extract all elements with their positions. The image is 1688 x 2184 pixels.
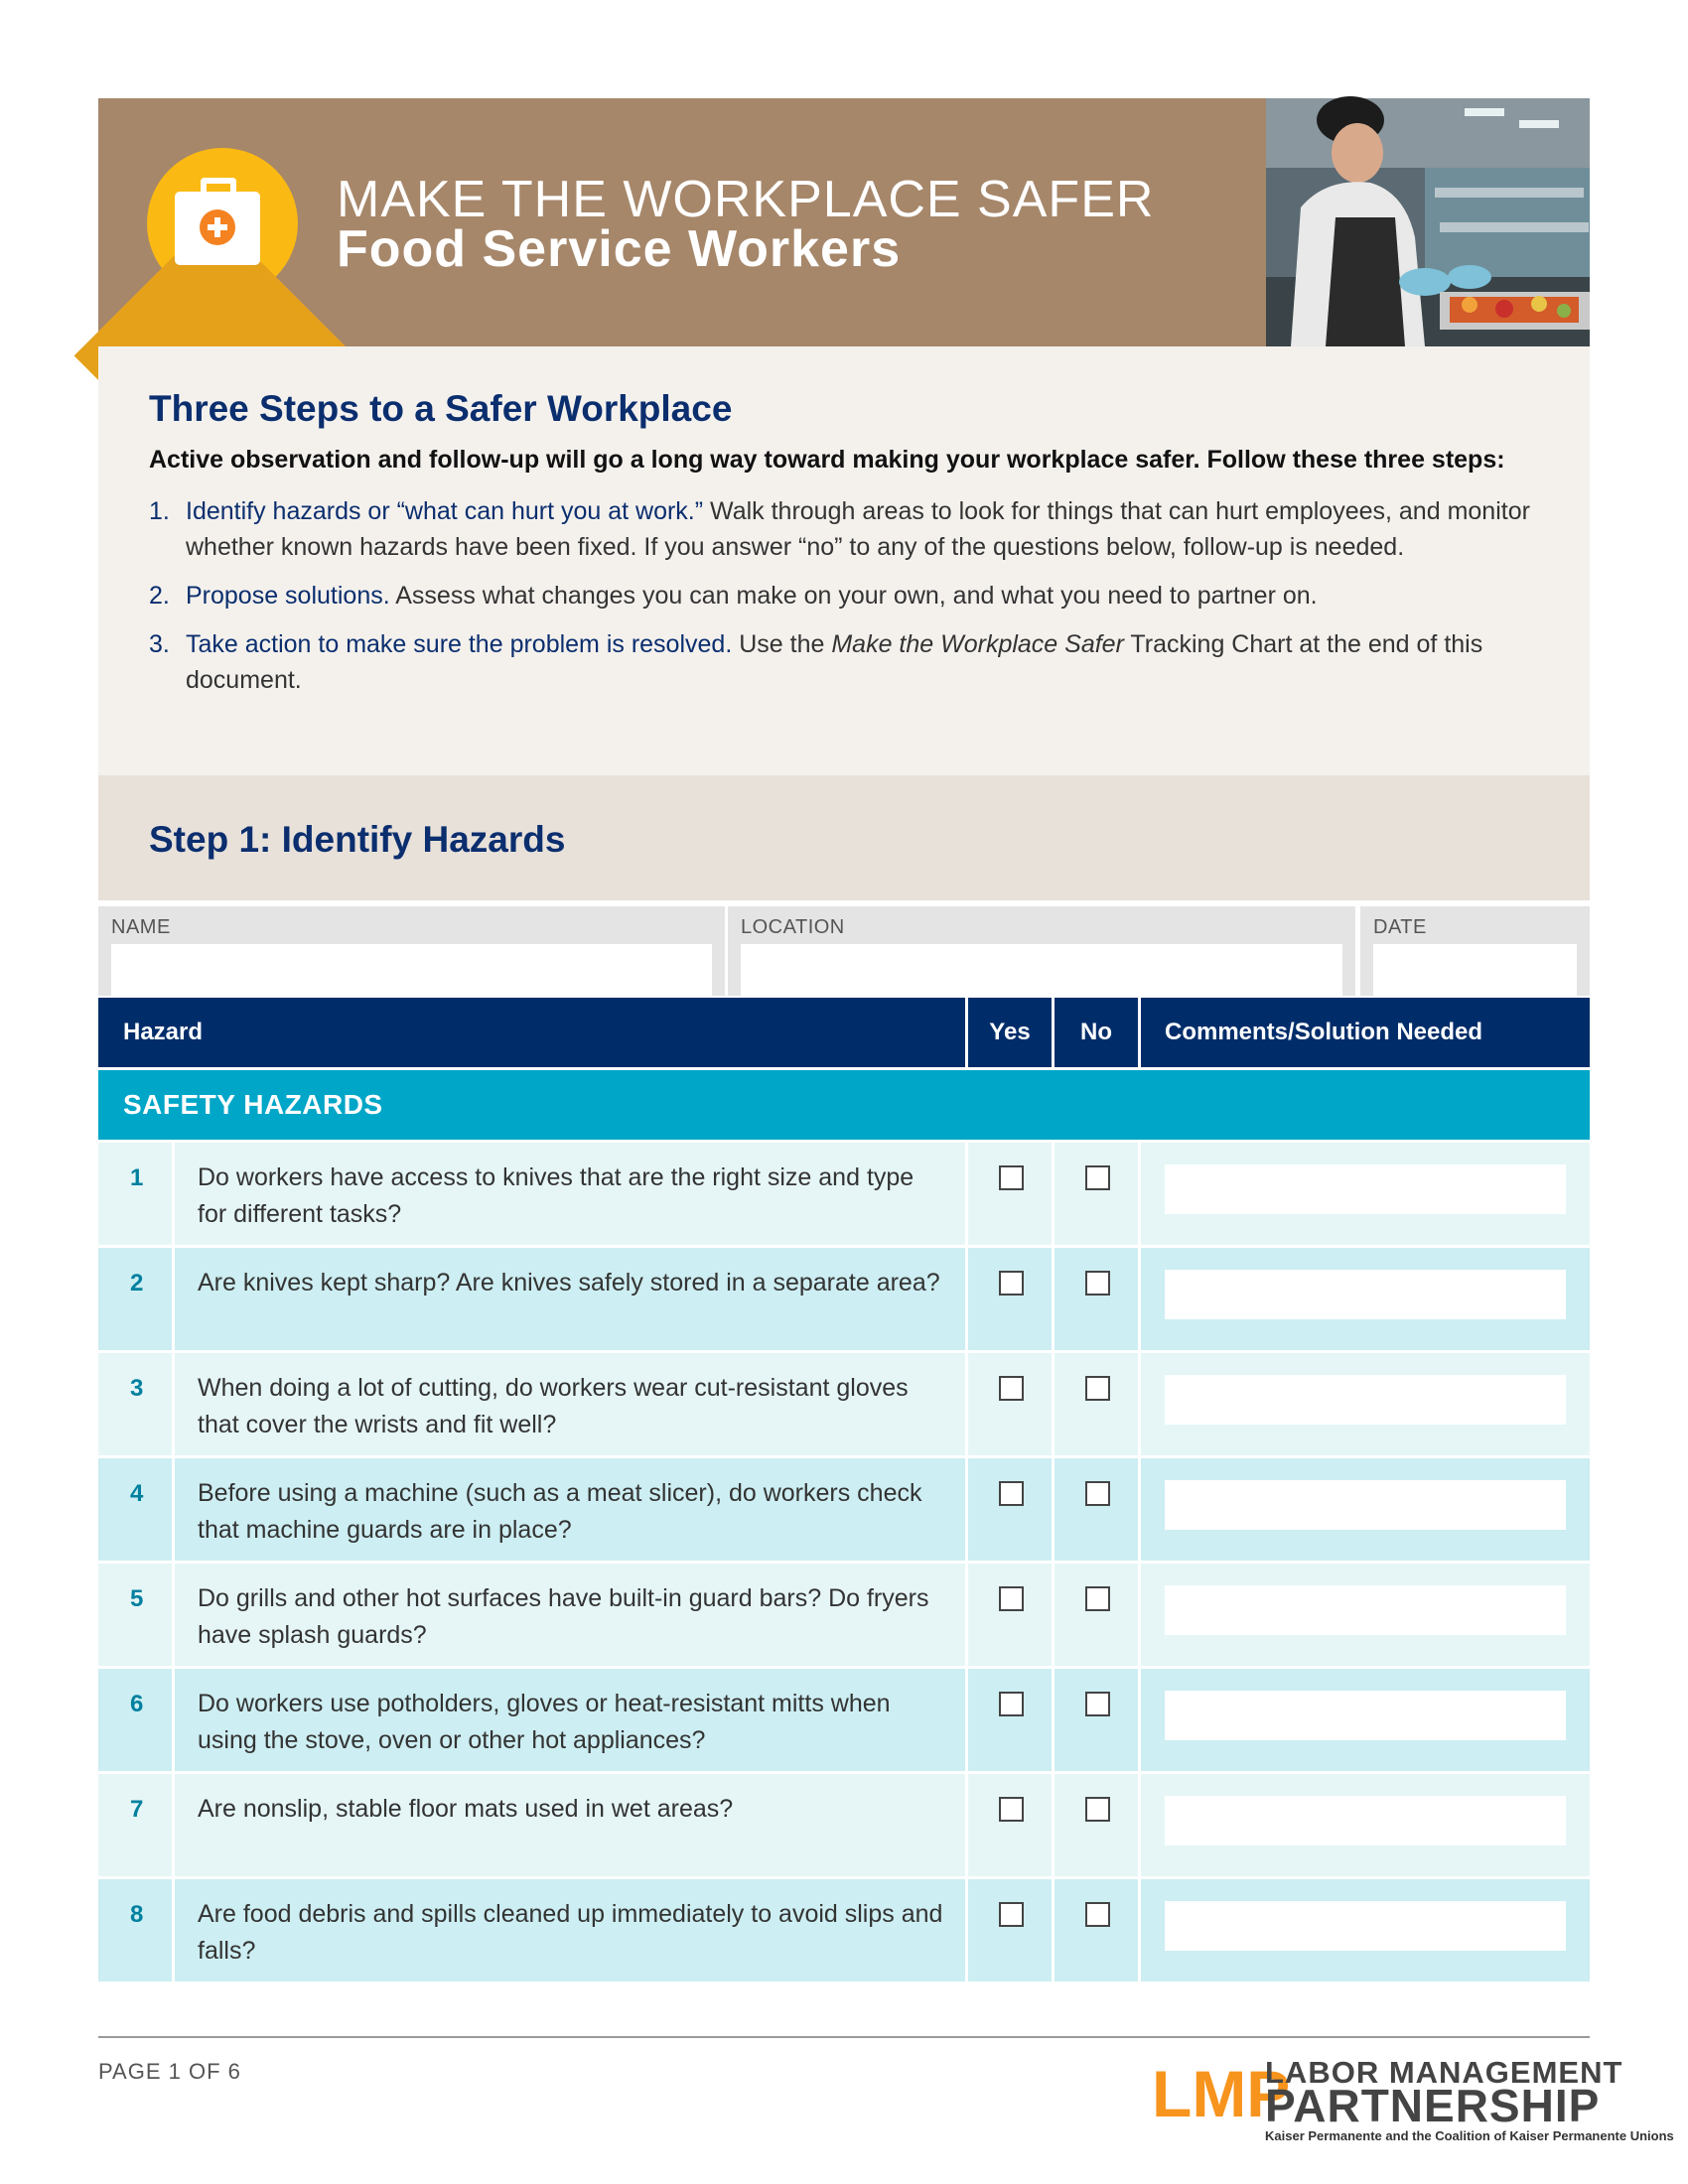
hazard-question: Do workers have access to knives that are the right size and type for different tasks? <box>175 1143 965 1245</box>
row-number: 8 <box>98 1879 172 1981</box>
location-input[interactable] <box>741 944 1342 996</box>
form-fields <box>98 906 1590 996</box>
step-item: 3. Take action to make sure the problem is resolved. Use the Make the Workplace Safer Tracking Chart at the end of this document. <box>149 630 1483 694</box>
comments-input[interactable] <box>1165 1796 1566 1845</box>
intro-heading: Three Steps to a Safer Workplace <box>149 388 733 429</box>
step1-section <box>98 775 1590 900</box>
intro-lead: Active observation and follow-up will go a long way toward making your workplace safer. Follow these three steps: <box>149 446 1505 474</box>
page-title: MAKE THE WORKPLACE SAFER <box>337 171 1155 228</box>
comments-input[interactable] <box>1165 1375 1566 1425</box>
comments-input[interactable] <box>1165 1270 1566 1319</box>
step-item: 1. Identify hazards or “what can hurt you at work.” Walk through areas to look for things that can hurt employees, and monitor whether known hazards have been fixed. If you answer “no” to any of the questions below, follow-up is needed. <box>149 497 1530 561</box>
row-number: 7 <box>98 1774 172 1876</box>
date-field: DATE <box>1360 906 1590 996</box>
row-number: 6 <box>98 1669 172 1771</box>
row-number: 3 <box>98 1353 172 1455</box>
table-row <box>98 1669 1590 1771</box>
section-safety-hazards: SAFETY HAZARDS <box>98 1070 1590 1140</box>
comments-input[interactable] <box>1165 1480 1566 1530</box>
svg-text:LMP: LMP <box>1152 2057 1291 2130</box>
table-header <box>98 998 1590 1067</box>
row-number: 5 <box>98 1564 172 1666</box>
yes-checkbox[interactable] <box>999 1165 1024 1190</box>
row-number: 4 <box>98 1458 172 1561</box>
table-row <box>98 1774 1590 1876</box>
hazard-question: Are food debris and spills cleaned up immediately to avoid slips and falls? <box>175 1879 965 1981</box>
name-field: NAME <box>98 906 725 996</box>
no-checkbox[interactable] <box>1085 1271 1110 1296</box>
no-checkbox[interactable] <box>1085 1692 1110 1716</box>
no-checkbox[interactable] <box>1085 1586 1110 1611</box>
row-number: 1 <box>98 1143 172 1245</box>
logo-text-line2: PARTNERSHIP <box>1265 2080 1601 2131</box>
comments-input[interactable] <box>1165 1164 1566 1214</box>
col-no: No <box>1055 998 1138 1067</box>
logo-text-line1: LABOR MANAGEMENT <box>1265 2055 1623 2090</box>
yes-checkbox[interactable] <box>999 1586 1024 1611</box>
yes-checkbox[interactable] <box>999 1376 1024 1401</box>
hazard-question: When doing a lot of cutting, do workers wear cut-resistant gloves that cover the wrists and fit well? <box>175 1353 965 1455</box>
page-number: PAGE 1 OF 6 <box>98 2059 241 2084</box>
steps-list <box>149 493 1549 711</box>
no-checkbox[interactable] <box>1085 1165 1110 1190</box>
no-checkbox[interactable] <box>1085 1481 1110 1506</box>
table-row <box>98 1458 1590 1561</box>
page-subtitle: Food Service Workers <box>337 220 902 278</box>
yes-checkbox[interactable] <box>999 1797 1024 1822</box>
yes-checkbox[interactable] <box>999 1692 1024 1716</box>
no-checkbox[interactable] <box>1085 1376 1110 1401</box>
food-service-worker-photo <box>1266 98 1590 346</box>
name-input[interactable] <box>111 944 712 996</box>
table-row <box>98 1353 1590 1455</box>
logo-tagline: Kaiser Permanente and the Coalition of Kaiser Permanente Unions <box>1265 2128 1674 2143</box>
hazard-question: Are knives kept sharp? Are knives safely stored in a separate area? <box>175 1248 965 1350</box>
header-banner <box>98 98 1590 346</box>
yes-checkbox[interactable] <box>999 1902 1024 1927</box>
first-aid-kit-icon <box>147 148 298 299</box>
no-checkbox[interactable] <box>1085 1902 1110 1927</box>
comments-input[interactable] <box>1165 1585 1566 1635</box>
yes-checkbox[interactable] <box>999 1481 1024 1506</box>
col-hazard: Hazard <box>98 998 965 1067</box>
yes-checkbox[interactable] <box>999 1271 1024 1296</box>
table-row <box>98 1564 1590 1666</box>
intro-section <box>98 346 1590 775</box>
lmp-logo-icon <box>1152 2057 1291 2130</box>
hazard-question: Are nonslip, stable floor mats used in wet areas? <box>175 1774 965 1876</box>
col-yes: Yes <box>968 998 1052 1067</box>
row-number: 2 <box>98 1248 172 1350</box>
location-field: LOCATION <box>728 906 1355 996</box>
hazard-question: Do grills and other hot surfaces have built-in guard bars? Do fryers have splash guards? <box>175 1564 965 1666</box>
no-checkbox[interactable] <box>1085 1797 1110 1822</box>
comments-input[interactable] <box>1165 1901 1566 1951</box>
table-row <box>98 1143 1590 1245</box>
footer-divider <box>98 2036 1590 2038</box>
table-row <box>98 1248 1590 1350</box>
date-input[interactable] <box>1373 944 1577 996</box>
table-row <box>98 1879 1590 1981</box>
comments-input[interactable] <box>1165 1691 1566 1740</box>
col-comments: Comments/Solution Needed <box>1141 998 1590 1067</box>
hazard-question: Before using a machine (such as a meat slicer), do workers check that machine guards are in place? <box>175 1458 965 1561</box>
step1-heading: Step 1: Identify Hazards <box>149 819 566 860</box>
hazard-question: Do workers use potholders, gloves or heat-resistant mitts when using the stove, oven or other hot appliances? <box>175 1669 965 1771</box>
step-item: 2. Propose solutions. Assess what changes you can make on your own, and what you need to partner on. <box>149 582 1318 610</box>
